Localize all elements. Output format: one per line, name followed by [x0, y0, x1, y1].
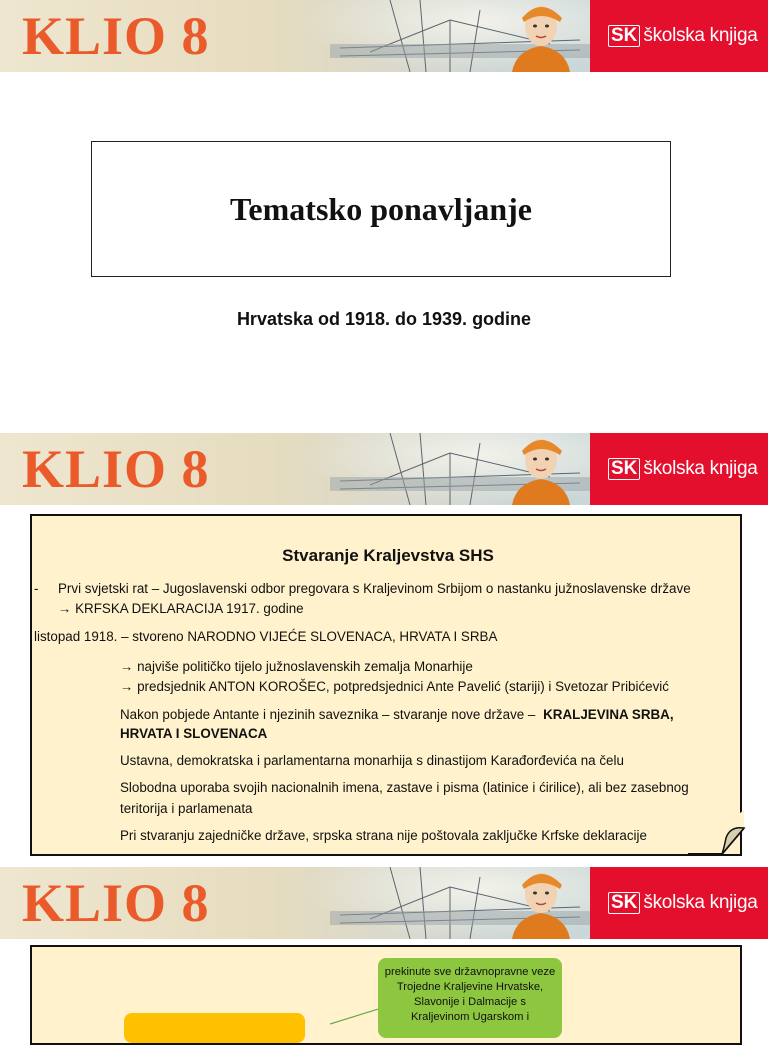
- bullet-dash: -: [34, 581, 39, 596]
- text-line: → najviše političko tijelo južnoslavenskih zemalja Monarhije: [120, 659, 473, 674]
- text-line: teritorija i parlamenata: [120, 801, 253, 816]
- page-curl-icon: [686, 808, 746, 856]
- text-line: → KRFSKA DEKLARACIJA 1917. godine: [58, 601, 304, 616]
- text-line: Slobodna uporaba svojih nacionalnih imena, zastave i pisma (latinice i ćirilice), ali bez zasebnog: [120, 780, 689, 795]
- state-name-bold: KRALJEVINA SRBA,: [543, 707, 674, 722]
- publisher-logo: [590, 0, 768, 72]
- publisher-name: školska knjiga: [643, 25, 758, 46]
- text-line: Pri stvaranju zajedničke države, srpska strana nije poštovala zaključke Krfske deklaracije: [120, 828, 647, 843]
- header-banner-2: [0, 433, 768, 505]
- aviator-woman-illustration: [492, 867, 590, 939]
- text-line: listopad 1918. – stvoreno NARODNO VIJEĆE SLOVENACA, HRVATA I SRBA: [34, 629, 498, 644]
- aviator-woman-illustration: [492, 433, 590, 505]
- aviator-woman-illustration: [492, 0, 590, 72]
- header-banner-3: [0, 867, 768, 939]
- klio-logo: KLIO 8: [22, 6, 210, 66]
- text-line: [120, 705, 674, 724]
- slide-subtitle: Hrvatska od 1918. do 1939. godine: [236, 309, 532, 329]
- orange-concept-box: [124, 1013, 305, 1043]
- green-concept-box: prekinute sve državnopravne veze Trojedne Kraljevine Hrvatske, Slavonije i Dalmacije s Kraljevinom Ugarskom i: [378, 958, 562, 1038]
- text-span: Nakon pobjede Antante i njezinih saveznika – stvaranje nove države –: [120, 707, 536, 722]
- sk-logo-icon: SK: [608, 458, 640, 480]
- text-line: Prvi svjetski rat – Jugoslavenski odbor pregovara s Kraljevinom Srbijom o nastanku južnoslavenske države: [58, 581, 691, 596]
- slide-title: Tematsko ponavljanje: [230, 190, 532, 227]
- text-line: → predsjednik ANTON KOROŠEC, potpredsjednici Ante Pavelić (stariji) i Svetozar Pribićević: [120, 679, 669, 694]
- sk-logo-icon: SK: [608, 25, 640, 47]
- section-heading: Stvaranje Kraljevstva SHS: [282, 546, 494, 565]
- slide-title-box: [91, 141, 671, 277]
- klio-logo: KLIO 8: [22, 439, 210, 499]
- publisher-name: školska knjiga: [643, 892, 758, 913]
- klio-logo: KLIO 8: [22, 873, 210, 933]
- header-banner-1: [0, 0, 768, 72]
- publisher-logo: [590, 433, 768, 505]
- state-name-bold: HRVATA I SLOVENACA: [120, 726, 268, 741]
- sk-logo-icon: SK: [608, 892, 640, 914]
- publisher-name: školska knjiga: [643, 458, 758, 479]
- publisher-logo: [590, 867, 768, 939]
- text-line: Ustavna, demokratska i parlamentarna monarhija s dinastijom Karađorđevića na čelu: [120, 753, 624, 768]
